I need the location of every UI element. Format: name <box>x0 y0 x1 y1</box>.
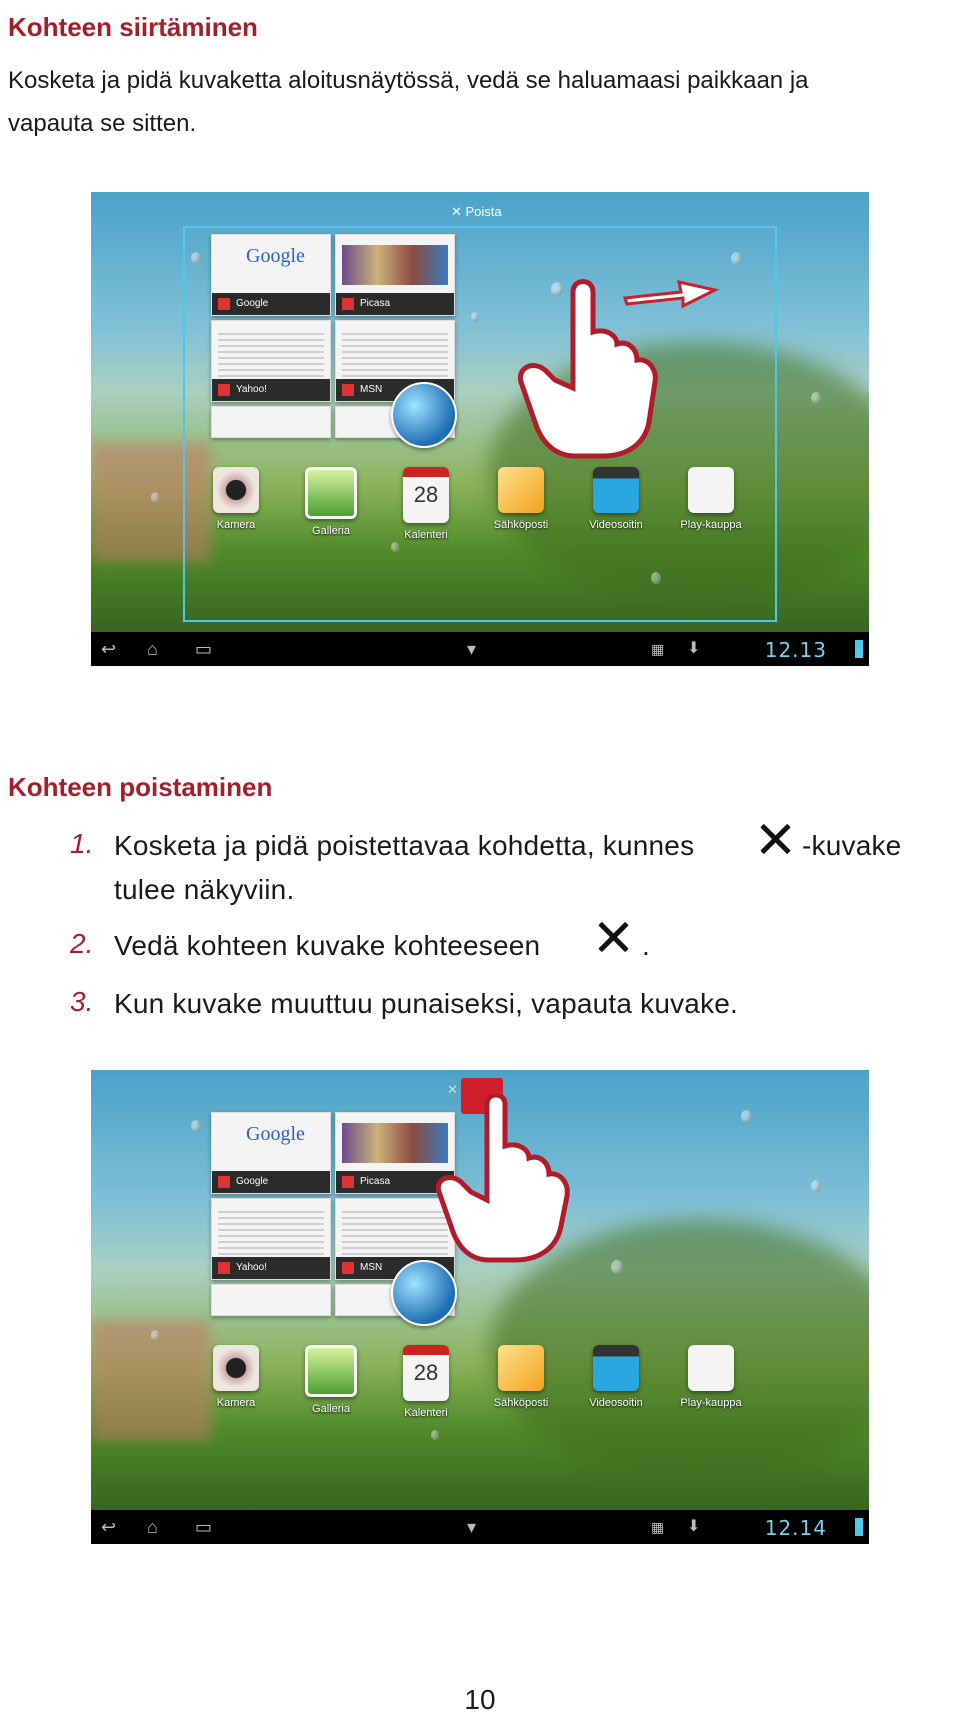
app-gallery[interactable]: Galleria <box>286 467 376 537</box>
download-icon: ⬇ <box>687 1518 701 1535</box>
google-widget[interactable] <box>211 234 331 316</box>
home-icon[interactable]: ⌂ <box>147 639 158 659</box>
google-logo: Google <box>246 1123 305 1145</box>
paragraph-line-2: vapauta se sitten. <box>8 110 197 137</box>
step-1-continuation: tulee näkyviin. <box>114 874 295 905</box>
widget-label: Google <box>212 1171 330 1193</box>
back-icon[interactable]: ↩ <box>101 639 117 659</box>
yahoo-widget[interactable] <box>211 1198 331 1280</box>
app-play-store[interactable]: Play-kauppa <box>666 1345 756 1409</box>
app-gallery[interactable]: Galleria <box>286 1345 376 1415</box>
widget-label: Yahoo! <box>212 1257 330 1279</box>
picasa-widget[interactable] <box>335 234 455 316</box>
yahoo-widget[interactable] <box>211 320 331 402</box>
page-number: 10 <box>464 1684 496 1715</box>
step-1-text: Kosketa ja pidä poistettavaa kohdetta, kunnes <box>114 830 695 861</box>
close-icon: ✕ <box>447 1082 458 1097</box>
close-icon <box>758 822 792 856</box>
widget-label: Picasa <box>336 1171 454 1193</box>
browser-widget[interactable] <box>211 1284 331 1316</box>
download-icon: ⬇ <box>687 640 701 657</box>
step-3-text: Kun kuvake muuttuu punaiseksi, vapauta kuvake. <box>114 988 739 1019</box>
camera-icon <box>213 1345 259 1391</box>
email-icon <box>498 467 544 513</box>
widget-label: MSN <box>336 379 454 401</box>
app-video[interactable]: Videosoitin <box>571 1345 661 1409</box>
widget-label: Google <box>212 293 330 315</box>
image-icon: ▦ <box>651 641 665 657</box>
app-video[interactable]: Videosoitin <box>571 467 661 531</box>
step-number: 2. <box>70 928 94 959</box>
step-1-suffix: -kuvake <box>802 830 902 861</box>
screenshot-move-item <box>91 192 869 666</box>
chevron-down-icon[interactable]: ▾ <box>467 639 477 659</box>
image-icon: ▦ <box>651 1519 665 1535</box>
browser-widget[interactable] <box>211 406 331 438</box>
home-icon[interactable]: ⌂ <box>147 1517 158 1537</box>
app-camera[interactable]: Kamera <box>191 467 281 531</box>
app-camera[interactable]: Kamera <box>191 1345 281 1409</box>
calendar-icon: 28 <box>403 1345 449 1401</box>
battery-icon <box>855 1518 863 1536</box>
system-nav-bar <box>91 632 869 666</box>
google-logo: Google <box>246 245 305 267</box>
widget-label: MSN <box>336 1257 454 1279</box>
chevron-down-icon[interactable]: ▾ <box>467 1517 477 1537</box>
app-email[interactable]: Sähköposti <box>476 1345 566 1409</box>
step-2-suffix: . <box>642 930 650 961</box>
camera-icon <box>213 467 259 513</box>
battery-icon <box>855 640 863 658</box>
google-widget[interactable] <box>211 1112 331 1194</box>
back-icon[interactable]: ↩ <box>101 1517 117 1537</box>
app-calendar[interactable]: 28 Kalenteri <box>381 467 471 541</box>
clock: 12.14 <box>764 1516 827 1540</box>
gallery-icon <box>305 1345 357 1397</box>
app-email[interactable]: Sähköposti <box>476 467 566 531</box>
email-icon <box>498 1345 544 1391</box>
drag-arrow-icon <box>621 272 721 312</box>
paragraph-line-1: Kosketa ja pidä kuvaketta aloitusnäytössä, vedä se haluamaasi paikkaan ja <box>8 67 809 94</box>
video-icon <box>593 467 639 513</box>
calendar-icon: 28 <box>403 467 449 523</box>
video-icon <box>593 1345 639 1391</box>
step-number: 3. <box>70 986 94 1017</box>
section-title-move: Kohteen siirtäminen <box>8 12 258 42</box>
browser-globe-icon[interactable] <box>391 1260 457 1326</box>
recent-apps-icon[interactable]: ▭ <box>195 639 213 659</box>
app-play-store[interactable]: Play-kauppa <box>666 467 756 531</box>
section-title-delete: Kohteen poistaminen <box>8 772 273 802</box>
browser-globe-icon[interactable] <box>391 382 457 448</box>
delete-target[interactable]: ✕ Poista <box>451 204 502 219</box>
system-nav-bar <box>91 1510 869 1544</box>
recent-apps-icon[interactable]: ▭ <box>195 1517 213 1537</box>
play-store-icon <box>688 467 734 513</box>
widget-label: Picasa <box>336 293 454 315</box>
play-store-icon <box>688 1345 734 1391</box>
step-2-text: Vedä kohteen kuvake kohteeseen <box>114 930 541 961</box>
step-number: 1. <box>70 828 94 859</box>
gallery-icon <box>305 467 357 519</box>
widget-label: Yahoo! <box>212 379 330 401</box>
clock: 12.13 <box>764 638 827 662</box>
touch-hand-icon <box>431 1094 581 1264</box>
close-icon <box>596 920 630 954</box>
screenshot-delete-item <box>91 1070 869 1544</box>
app-calendar[interactable]: 28 Kalenteri <box>381 1345 471 1419</box>
